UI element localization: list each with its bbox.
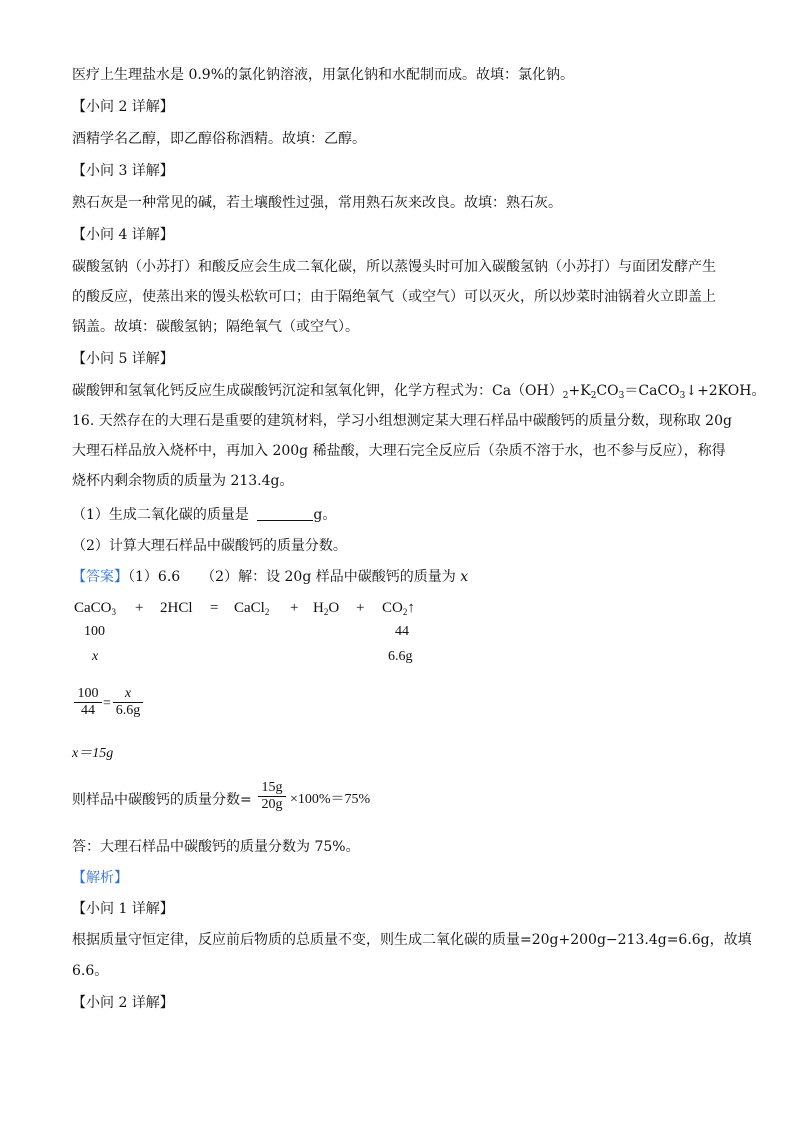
text: 碳酸钾和氢氧化钙反应生成碳酸钙沉淀和氢氧化钾，化学方程式为：Ca（OH） (72, 383, 563, 399)
text: （1）生成二氧化碳的质量是 (72, 507, 249, 523)
section-heading: 【小问 2 详解】 (72, 99, 174, 115)
co2-mass: 6.6g (388, 649, 413, 664)
answer-tag: 【答案】 (72, 569, 128, 585)
section-heading: 【小问 4 详解】 (72, 227, 174, 243)
formula-co2: $CO_2↑$ (382, 600, 415, 617)
text: CO (596, 383, 619, 399)
answer-line (72, 568, 468, 586)
mass-fraction-line (72, 791, 252, 809)
subscript: 2 (562, 391, 569, 401)
formula-h2o: $H_2O$ (313, 600, 340, 617)
text: +K (568, 383, 591, 399)
section-heading: 【小问 5 详解】 (72, 351, 174, 367)
sub-question-2: （2）计算大理石样品中碳酸钙的质量分数。 (72, 538, 347, 554)
percentage-result: ×100%＝75% (290, 792, 371, 807)
text-line: 锅盖。故填：碳酸氢钠；隔绝氧气（或空气）。 (72, 319, 359, 335)
question-text: 16. 天然存在的大理石是重要的建筑材料，学习小组想测定某大理石样品中碳酸钙的质量分数，现称取 20g (72, 413, 732, 429)
text: ↓+2KOH。 (685, 383, 766, 399)
variable: x (460, 569, 469, 585)
gas-arrow-icon: ↑ (407, 600, 415, 616)
analysis-tag: 【解析】 (72, 870, 128, 886)
unknown-mass-x: x (92, 649, 99, 664)
section-heading: 【小问 1 详解】 (72, 901, 174, 917)
subscript: 3 (618, 391, 625, 401)
text-line: 6.6。 (72, 963, 109, 979)
text-line: 酒精学名乙醇，即乙醇俗称酒精。故填：乙醇。 (72, 131, 366, 147)
fraction-100-44: 100 44 (74, 686, 102, 719)
chemical-equation-line (72, 382, 765, 405)
text: 则样品中碳酸钙的质量分数= (72, 792, 252, 808)
equals-sign: = (103, 696, 111, 711)
formula-cacl2: CaCl$_2$ (234, 600, 270, 617)
section-heading: 【小问 3 详解】 (72, 163, 174, 179)
section-heading: 【小问 2 详解】 (72, 995, 174, 1011)
subscript: 3 (679, 391, 686, 401)
text-line: 熟石灰是一种常见的碱，若土壤酸性过强，常用熟石灰来改良。故填：熟石灰。 (72, 195, 562, 211)
answer-blank (257, 508, 313, 521)
text-line: 的酸反应，使蒸出来的馒头松软可口；由于隔绝氧气（或空气）可以灭火，所以炒菜时油锅着火立即盖上 (72, 289, 716, 305)
question-text: 烧杯内剩余物质的质量为 213.4g。 (72, 473, 294, 489)
final-answer: 答：大理石样品中碳酸钙的质量分数为 75%。 (72, 839, 360, 855)
fraction-x-6.6g: x 6.6g (113, 686, 143, 719)
sub-question-1 (72, 506, 336, 524)
text: ＝CaCO (624, 383, 680, 399)
question-text: 大理石样品放入烧杯中，再加入 200g 稀盐酸，大理石完全反应后（杂质不溶于水，也不参与反应），称得 (72, 443, 726, 459)
molar-mass-caco3: 100 (84, 624, 105, 639)
formula-hcl: 2HCl (160, 600, 193, 616)
text-line: 医疗上生理盐水是 0.9%的氯化钠溶液，用氯化钠和水配制而成。故填：氯化钠。 (72, 67, 575, 83)
subscript: 2 (590, 391, 597, 401)
formula-caco3: CaCO$_3$ (74, 600, 116, 617)
fraction-15g-20g: 15g 20g (258, 780, 286, 813)
plus-sign: + (135, 600, 144, 616)
result-x: x＝15g (72, 746, 114, 761)
equals-sign: = (210, 600, 219, 616)
text: （1）6.6 （2）解：设 20g 样品中碳酸钙的质量为 (128, 569, 461, 585)
plus-sign: + (290, 600, 299, 616)
text: g。 (313, 507, 337, 523)
plus-sign: + (356, 600, 365, 616)
molar-mass-co2: 44 (395, 624, 409, 639)
text-line: 根据质量守恒定律，反应前后物质的总质量不变，则生成二氧化碳的质量=20g+200g−213.4g=6.6g，故填 (72, 932, 752, 948)
text-line: 碳酸氢钠（小苏打）和酸反应会生成二氧化碳，所以蒸馒头时可加入碳酸氢钠（小苏打）与面团发酵产生 (72, 259, 716, 275)
